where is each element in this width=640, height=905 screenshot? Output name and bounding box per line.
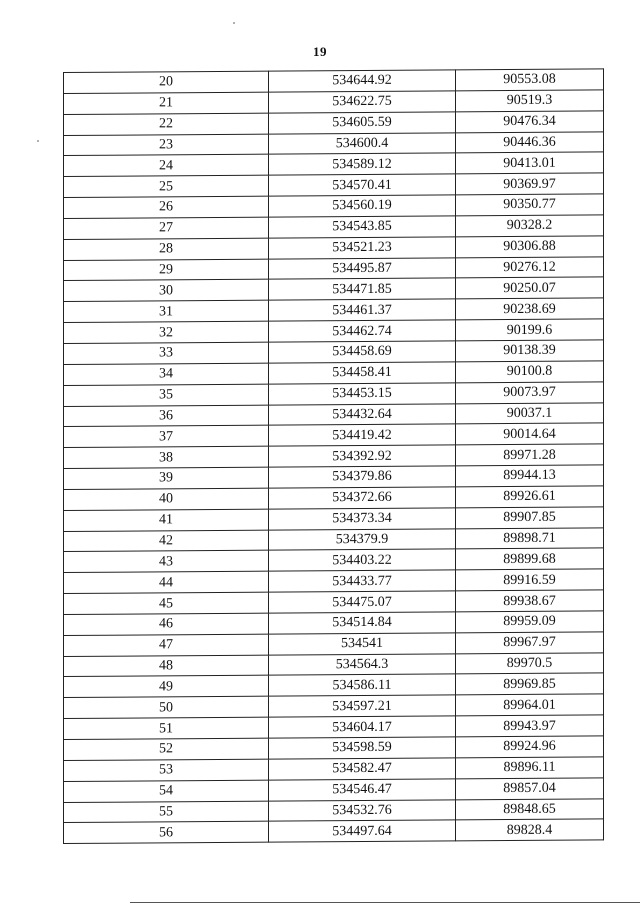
x-coordinate-cell: 534433.77 xyxy=(269,570,456,592)
x-coordinate-cell: 534564.3 xyxy=(269,654,456,676)
point-number-cell: 47 xyxy=(64,634,269,656)
y-coordinate-cell: 90199.6 xyxy=(456,319,604,341)
y-coordinate-cell: 89944.13 xyxy=(456,465,604,487)
y-coordinate-cell: 89938.67 xyxy=(456,590,604,612)
x-coordinate-cell: 534497.64 xyxy=(269,820,456,842)
y-coordinate-cell: 90328.2 xyxy=(456,215,604,237)
point-number-cell: 33 xyxy=(64,342,269,364)
y-coordinate-cell: 89896.11 xyxy=(456,757,604,779)
point-number-cell: 44 xyxy=(64,571,269,593)
point-number-cell: 35 xyxy=(64,384,269,406)
y-coordinate-cell: 90276.12 xyxy=(456,257,604,279)
point-number-cell: 50 xyxy=(64,696,269,718)
x-coordinate-cell: 534453.15 xyxy=(269,383,456,405)
x-coordinate-cell: 534546.47 xyxy=(269,779,456,801)
y-coordinate-cell: 89916.59 xyxy=(456,569,604,591)
x-coordinate-cell: 534622.75 xyxy=(269,91,456,113)
y-coordinate-cell: 90014.64 xyxy=(456,423,604,445)
y-coordinate-cell: 89857.04 xyxy=(456,778,604,800)
x-coordinate-cell: 534461.37 xyxy=(269,299,456,321)
point-number-cell: 38 xyxy=(64,446,269,468)
y-coordinate-cell: 89907.85 xyxy=(456,507,604,529)
y-coordinate-cell: 89971.28 xyxy=(456,444,604,466)
x-coordinate-cell: 534598.59 xyxy=(269,737,456,759)
x-coordinate-cell: 534521.23 xyxy=(269,237,456,259)
point-number-cell: 39 xyxy=(64,467,269,489)
y-coordinate-cell: 89898.71 xyxy=(456,527,604,549)
coordinates-table xyxy=(63,68,604,844)
x-coordinate-cell: 534604.17 xyxy=(269,716,456,738)
y-coordinate-cell: 90519.3 xyxy=(456,90,604,112)
x-coordinate-cell: 534532.76 xyxy=(269,799,456,821)
x-coordinate-cell: 534379.86 xyxy=(269,466,456,488)
point-number-cell: 32 xyxy=(64,321,269,343)
x-coordinate-cell: 534541 xyxy=(269,633,456,655)
table-row xyxy=(64,819,604,843)
y-coordinate-cell: 89924.96 xyxy=(456,736,604,758)
x-coordinate-cell: 534597.21 xyxy=(269,695,456,717)
point-number-cell: 55 xyxy=(64,801,269,823)
point-number-cell: 40 xyxy=(64,488,269,510)
x-coordinate-cell: 534458.69 xyxy=(269,341,456,363)
point-number-cell: 26 xyxy=(64,196,269,218)
y-coordinate-cell: 90476.34 xyxy=(456,111,604,133)
point-number-cell: 29 xyxy=(64,259,269,281)
x-coordinate-cell: 534586.11 xyxy=(269,674,456,696)
x-coordinate-cell: 534419.42 xyxy=(269,424,456,446)
x-coordinate-cell: 534582.47 xyxy=(269,758,456,780)
point-number-cell: 52 xyxy=(64,738,269,760)
point-number-cell: 53 xyxy=(64,759,269,781)
point-number-cell: 27 xyxy=(64,217,269,239)
coordinates-table-wrapper xyxy=(63,68,603,844)
point-number-cell: 30 xyxy=(64,280,269,302)
point-number-cell: 37 xyxy=(64,425,269,447)
y-coordinate-cell: 89848.65 xyxy=(456,798,604,820)
table-body xyxy=(64,69,604,844)
x-coordinate-cell: 534471.85 xyxy=(269,278,456,300)
x-coordinate-cell: 534462.74 xyxy=(269,320,456,342)
point-number-cell: 49 xyxy=(64,676,269,698)
scan-edge-line xyxy=(130,902,640,903)
x-coordinate-cell: 534432.64 xyxy=(269,403,456,425)
x-coordinate-cell: 534403.22 xyxy=(269,549,456,571)
point-number-cell: 48 xyxy=(64,655,269,677)
point-number-cell: 22 xyxy=(64,113,269,135)
y-coordinate-cell: 89926.61 xyxy=(456,486,604,508)
point-number-cell: 34 xyxy=(64,363,269,385)
x-coordinate-cell: 534644.92 xyxy=(269,70,456,92)
y-coordinate-cell: 89943.97 xyxy=(456,715,604,737)
point-number-cell: 54 xyxy=(64,780,269,802)
point-number-cell: 25 xyxy=(64,175,269,197)
point-number-cell: 43 xyxy=(64,551,269,573)
y-coordinate-cell: 90100.8 xyxy=(456,361,604,383)
x-coordinate-cell: 534605.59 xyxy=(269,112,456,134)
page-number: 19 xyxy=(313,44,327,59)
y-coordinate-cell: 89959.09 xyxy=(456,611,604,633)
x-coordinate-cell: 534514.84 xyxy=(269,612,456,634)
point-number-cell: 31 xyxy=(64,300,269,322)
point-number-cell: 46 xyxy=(64,613,269,635)
x-coordinate-cell: 534543.85 xyxy=(269,216,456,238)
y-coordinate-cell: 89828.4 xyxy=(456,819,604,841)
x-coordinate-cell: 534589.12 xyxy=(269,153,456,175)
y-coordinate-cell: 90138.39 xyxy=(456,340,604,362)
y-coordinate-cell: 89970.5 xyxy=(456,653,604,675)
y-coordinate-cell: 90553.08 xyxy=(456,69,604,91)
y-coordinate-cell: 90306.88 xyxy=(456,236,604,258)
point-number-cell: 56 xyxy=(64,822,269,844)
y-coordinate-cell: 90350.77 xyxy=(456,194,604,216)
x-coordinate-cell: 534560.19 xyxy=(269,195,456,217)
x-coordinate-cell: 534570.41 xyxy=(269,174,456,196)
y-coordinate-cell: 89964.01 xyxy=(456,694,604,716)
y-coordinate-cell: 90073.97 xyxy=(456,382,604,404)
y-coordinate-cell: 90037.1 xyxy=(456,402,604,424)
x-coordinate-cell: 534372.66 xyxy=(269,487,456,509)
point-number-cell: 24 xyxy=(64,155,269,177)
y-coordinate-cell: 89969.85 xyxy=(456,673,604,695)
point-number-cell: 20 xyxy=(64,71,269,93)
point-number-cell: 42 xyxy=(64,530,269,552)
point-number-cell: 45 xyxy=(64,592,269,614)
x-coordinate-cell: 534458.41 xyxy=(269,362,456,384)
point-number-cell: 41 xyxy=(64,509,269,531)
point-number-cell: 51 xyxy=(64,717,269,739)
y-coordinate-cell: 90446.36 xyxy=(456,131,604,153)
x-coordinate-cell: 534495.87 xyxy=(269,257,456,279)
scan-speck xyxy=(233,22,235,24)
y-coordinate-cell: 89899.68 xyxy=(456,548,604,570)
point-number-cell: 21 xyxy=(64,92,269,114)
point-number-cell: 36 xyxy=(64,405,269,427)
x-coordinate-cell: 534373.34 xyxy=(269,508,456,530)
x-coordinate-cell: 534379.9 xyxy=(269,528,456,550)
y-coordinate-cell: 89967.97 xyxy=(456,632,604,654)
scan-speck xyxy=(37,140,39,142)
y-coordinate-cell: 90238.69 xyxy=(456,298,604,320)
y-coordinate-cell: 90413.01 xyxy=(456,152,604,174)
x-coordinate-cell: 534392.92 xyxy=(269,445,456,467)
y-coordinate-cell: 90369.97 xyxy=(456,173,604,195)
point-number-cell: 23 xyxy=(64,134,269,156)
point-number-cell: 28 xyxy=(64,238,269,260)
x-coordinate-cell: 534475.07 xyxy=(269,591,456,613)
x-coordinate-cell: 534600.4 xyxy=(269,132,456,154)
y-coordinate-cell: 90250.07 xyxy=(456,277,604,299)
